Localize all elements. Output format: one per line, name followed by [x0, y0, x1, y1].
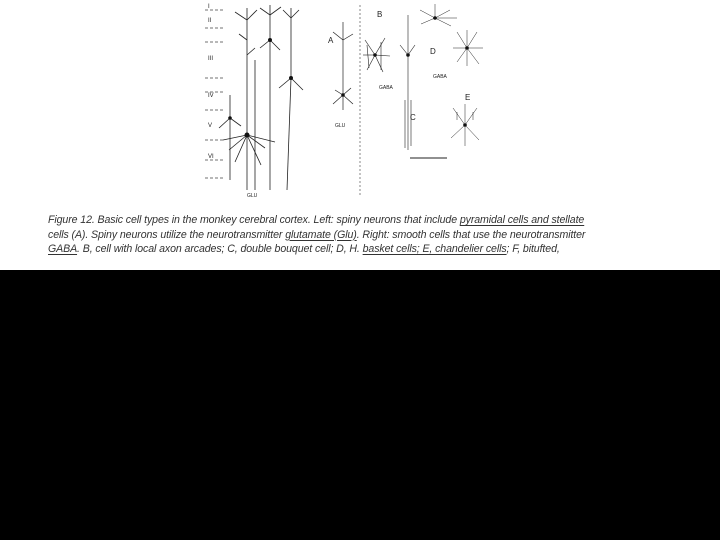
layer-label-2: II: [208, 18, 212, 24]
panel-label-D: D: [430, 47, 436, 56]
panel-label-A: A: [328, 36, 334, 45]
blank-area: [0, 270, 720, 540]
cell-E-soma: [463, 123, 467, 127]
layer-label-6: VI: [208, 154, 214, 160]
gaba-label-D: GABA: [433, 74, 447, 80]
caption-line-1: [48, 214, 584, 226]
caption-underlined-text: GABA: [48, 243, 78, 255]
panel-label-E: E: [465, 93, 471, 102]
cell-C-soma: [406, 53, 410, 57]
cell-D-soma: [465, 46, 469, 50]
caption-underlined-text: pyramidal cells and stellate: [459, 214, 585, 226]
pyramidal-soma-mid: [289, 76, 293, 80]
glu-label-A: GLU: [335, 123, 346, 129]
caption-text: . B, cell with local axon arcades; C, double bouquet cell; D, H.: [77, 243, 363, 255]
caption-underlined-text: basket cells; E, chandelier cells: [362, 243, 507, 255]
pyramidal-soma-large: [245, 133, 250, 138]
caption-line-3: [48, 243, 560, 255]
panel-label-B: B: [377, 10, 383, 19]
layer-label-1: I: [208, 4, 210, 10]
cell-B-soma: [373, 53, 377, 57]
stellate-soma-A: [341, 93, 345, 97]
pyramidal-soma-upper: [268, 38, 272, 42]
cell-C-double-bouquet: [400, 15, 415, 150]
caption-text: . Right: smooth cells that use the neurotransmitter: [356, 228, 586, 241]
layer-label-4: IV: [208, 93, 214, 99]
stellate-cell-A: [333, 22, 353, 110]
layer-label-3: III: [208, 56, 214, 62]
neuron-figure: [195, 0, 495, 200]
caption-line-2: [48, 229, 585, 241]
gaba-label-B: GABA: [379, 85, 393, 91]
caption-underlined-text: glutamate (Glu): [285, 228, 357, 241]
pyramidal-soma-deep: [228, 116, 232, 120]
basket-top-soma: [433, 16, 437, 20]
layer-label-5: V: [208, 123, 213, 129]
caption-text: cells (A). Spiny neurons utilize the neurotransmitter: [48, 228, 286, 241]
caption-text: Figure 12. Basic cell types in the monkey cerebral cortex. Left: spiny neurons that include: [48, 214, 460, 226]
figure-caption: [48, 213, 678, 257]
pyramidal-cell-large: [223, 8, 275, 190]
basket-cell-top: [420, 4, 457, 26]
caption-text: ; F, bitufted,: [506, 243, 560, 255]
pyramidal-cell-medium: [219, 5, 303, 190]
glu-label-bottom: GLU: [247, 193, 258, 199]
panel-label-C: C: [410, 113, 416, 122]
